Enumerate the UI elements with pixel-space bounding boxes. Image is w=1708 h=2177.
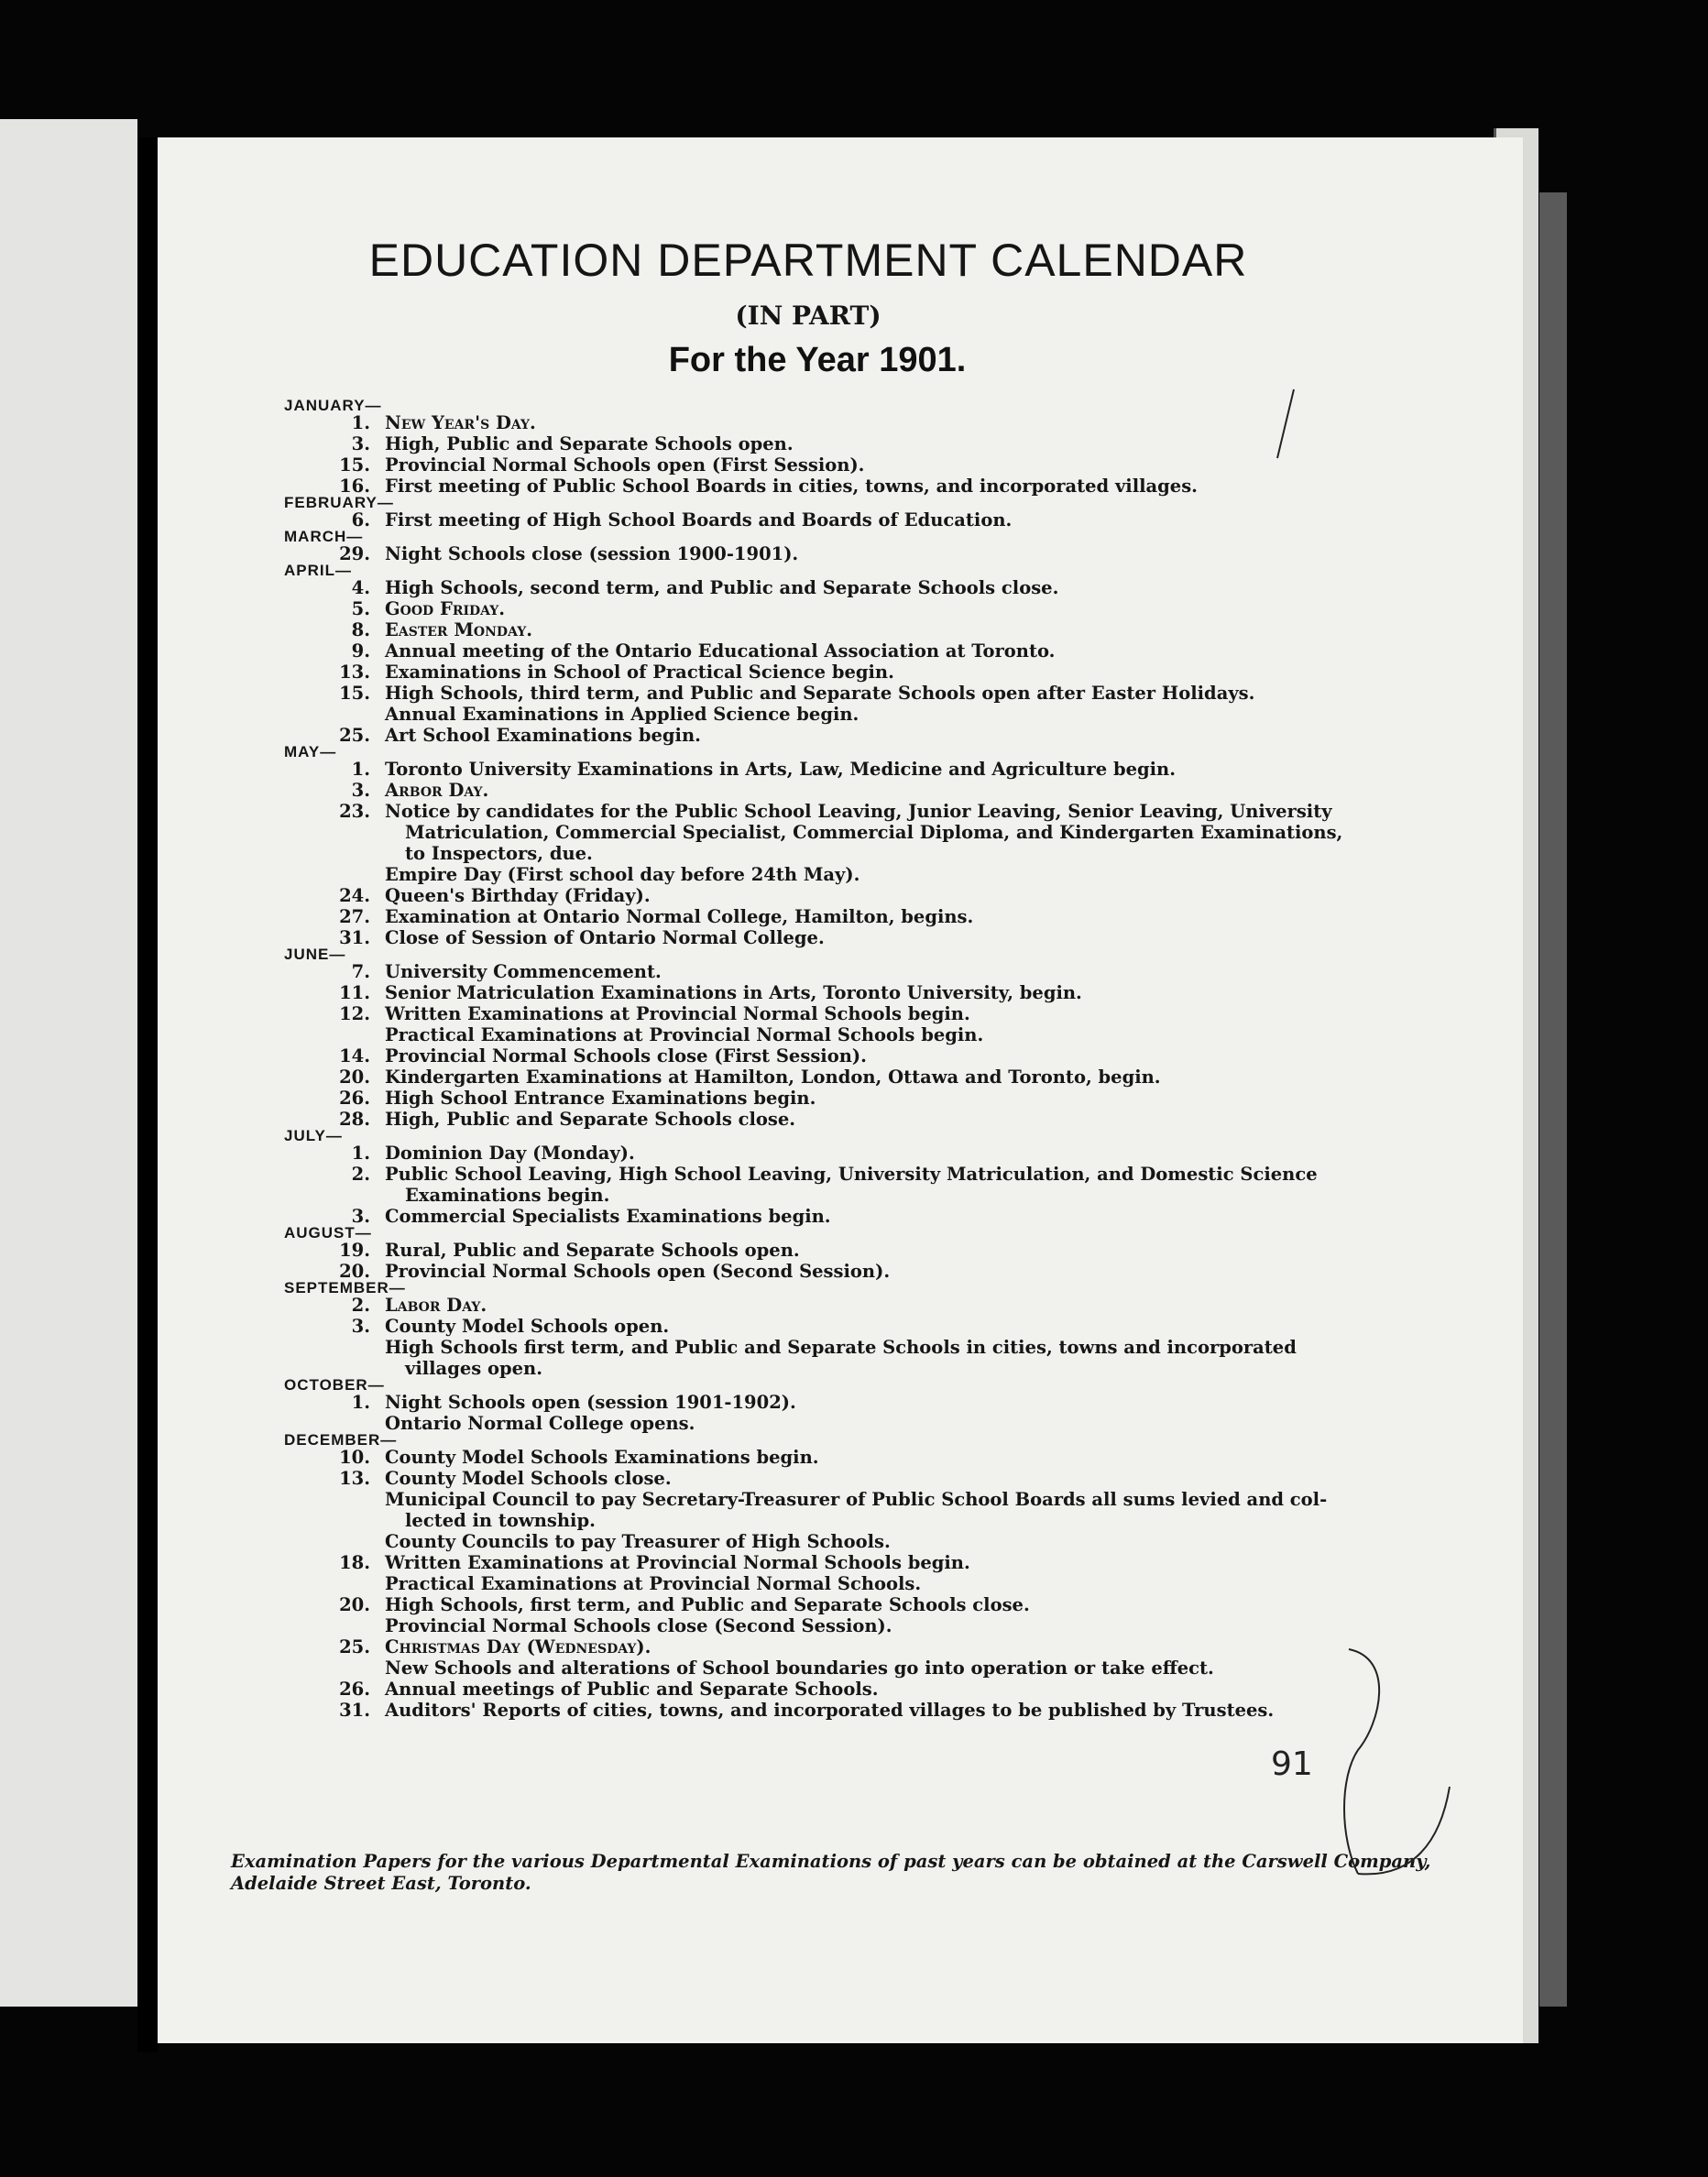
- entry-day: 20.: [339, 1261, 370, 1282]
- month-heading: AUGUST—: [284, 1224, 372, 1242]
- pen-curve: [1344, 1649, 1379, 1874]
- entry-text: County Model Schools close.: [385, 1468, 672, 1489]
- month-heading: MARCH—: [284, 528, 364, 545]
- entry-text: County Model Schools Examinations begin.: [385, 1447, 819, 1468]
- entry-day: 15.: [339, 454, 370, 476]
- entry-day: 12.: [339, 1003, 370, 1024]
- entry-text: Examinations begin.: [405, 1185, 610, 1206]
- entry-text: Municipal Council to pay Secretary-Treasurer of Public School Boards all sums levied and col-: [385, 1489, 1328, 1510]
- entry-text: Easter Monday.: [385, 619, 533, 640]
- entry-day: 6.: [351, 509, 370, 531]
- entry-text: High School Entrance Examinations begin.: [385, 1088, 816, 1109]
- page-title: EDUCATION DEPARTMENT CALENDAR: [368, 235, 1248, 286]
- entry-day: 28.: [339, 1109, 370, 1130]
- entry-day: 24.: [339, 885, 370, 906]
- pen-curve-2: [1358, 1787, 1450, 1874]
- entry-day: 9.: [351, 640, 370, 662]
- entry-text: New Year's Day.: [385, 412, 536, 433]
- footnote: Examination Papers for the various Departmental Examinations of past years can be obtained at the Carswell Company, Adelaide Street East, Toronto.: [231, 1851, 1431, 1894]
- entry-day: 31.: [339, 1700, 370, 1721]
- entry-text: Public School Leaving, High School Leaving, University Matriculation, and Domestic Science: [385, 1164, 1318, 1185]
- entry-text: Commercial Specialists Examinations begin.: [385, 1206, 831, 1227]
- entry-text: Kindergarten Examinations at Hamilton, London, Ottawa and Toronto, begin.: [385, 1067, 1161, 1088]
- entry-text: Close of Session of Ontario Normal College.: [385, 927, 825, 948]
- entry-day: 31.: [339, 927, 370, 948]
- handwritten-page-number: 91: [1271, 1745, 1313, 1783]
- entry-day: 20.: [339, 1067, 370, 1088]
- entry-day: 2.: [351, 1295, 370, 1316]
- entry-day: 1.: [351, 759, 370, 780]
- entry-day: 29.: [339, 543, 370, 564]
- entry-text: Practical Examinations at Provincial Normal Schools begin.: [385, 1024, 984, 1045]
- entry-day: 1.: [351, 412, 370, 433]
- entry-text: High Schools, first term, and Public and Separate Schools close.: [385, 1594, 1030, 1615]
- entry-day: 25.: [339, 1636, 370, 1657]
- entry-day: 26.: [339, 1679, 370, 1700]
- entry-day: 26.: [339, 1088, 370, 1109]
- month-heading: APRIL—: [284, 562, 352, 579]
- entry-day: 4.: [351, 577, 370, 598]
- entry-text: Christmas Day (Wednesday).: [385, 1636, 651, 1657]
- entry-text: Art School Examinations begin.: [385, 725, 701, 746]
- entry-text: County Councils to pay Treasurer of High Schools.: [385, 1531, 891, 1552]
- entry-day: 3.: [351, 433, 370, 454]
- entry-text: New Schools and alterations of School boundaries go into operation or take effect.: [385, 1657, 1214, 1679]
- left-page-edge: [0, 119, 137, 2007]
- book-gutter: [137, 137, 158, 2052]
- entry-text: High, Public and Separate Schools open.: [385, 433, 794, 454]
- entry-day: 20.: [339, 1594, 370, 1615]
- document-page: [158, 137, 1523, 2043]
- entry-day: 1.: [351, 1392, 370, 1413]
- entry-day: 5.: [351, 598, 370, 619]
- entry-day: 15.: [339, 683, 370, 704]
- entry-text: Queen's Birthday (Friday).: [385, 885, 651, 906]
- entry-day: 19.: [339, 1240, 370, 1261]
- month-heading: JULY—: [284, 1127, 343, 1144]
- entry-text: Auditors' Reports of cities, towns, and incorporated villages to be published by Trustees.: [385, 1700, 1275, 1721]
- entry-day: 27.: [339, 906, 370, 927]
- page-subtitle: (IN PART): [735, 301, 881, 331]
- entry-text: Practical Examinations at Provincial Normal Schools.: [385, 1573, 922, 1594]
- entry-text: Good Friday.: [385, 598, 506, 619]
- entry-day: 7.: [351, 961, 370, 982]
- entry-day: 3.: [351, 1316, 370, 1337]
- entry-text: Provincial Normal Schools open (First Session).: [385, 454, 865, 476]
- entry-text: Examination at Ontario Normal College, Hamilton, begins.: [385, 906, 974, 927]
- entry-day: 14.: [339, 1045, 370, 1067]
- entry-day: 8.: [351, 619, 370, 640]
- entry-text: Notice by candidates for the Public School Leaving, Junior Leaving, Senior Leaving, University: [385, 801, 1332, 822]
- pen-marks: [158, 137, 1523, 2043]
- entry-text: High Schools first term, and Public and Separate Schools in cities, towns and incorporated: [385, 1337, 1297, 1358]
- entry-day: 10.: [339, 1447, 370, 1468]
- entry-text: Arbor Day.: [385, 780, 489, 801]
- month-heading: JUNE—: [284, 946, 346, 963]
- entry-day: 13.: [339, 1468, 370, 1489]
- entry-day: 18.: [339, 1552, 370, 1573]
- entry-text: Ontario Normal College opens.: [385, 1413, 695, 1434]
- entry-text: Night Schools close (session 1900-1901).: [385, 543, 799, 564]
- entry-day: 13.: [339, 662, 370, 683]
- entry-text: First meeting of High School Boards and Boards of Education.: [385, 509, 1013, 531]
- month-heading: OCTOBER—: [284, 1376, 385, 1394]
- entry-day: 2.: [351, 1164, 370, 1185]
- entry-text: Night Schools open (session 1901-1902).: [385, 1392, 796, 1413]
- entry-day: 25.: [339, 725, 370, 746]
- entry-text: Matriculation, Commercial Specialist, Commercial Diploma, and Kindergarten Examinations,: [405, 822, 1343, 843]
- entry-text: Annual Examinations in Applied Science begin.: [385, 704, 859, 725]
- month-heading: DECEMBER—: [284, 1431, 398, 1449]
- entry-day: 11.: [339, 982, 370, 1003]
- entry-text: lected in township.: [405, 1510, 596, 1531]
- entry-text: First meeting of Public School Boards in cities, towns, and incorporated villages.: [385, 476, 1198, 497]
- entry-text: villages open.: [405, 1358, 543, 1379]
- entry-text: Toronto University Examinations in Arts, Law, Medicine and Agriculture begin.: [385, 759, 1176, 780]
- entry-text: Senior Matriculation Examinations in Arts, Toronto University, begin.: [385, 982, 1082, 1003]
- month-heading: MAY—: [284, 743, 337, 760]
- entry-text: Rural, Public and Separate Schools open.: [385, 1240, 800, 1261]
- month-heading: FEBRUARY—: [284, 494, 394, 511]
- entry-day: 3.: [351, 780, 370, 801]
- entry-text: Annual meeting of the Ontario Educational Association at Toronto.: [385, 640, 1056, 662]
- entry-day: 23.: [339, 801, 370, 822]
- entry-text: County Model Schools open.: [385, 1316, 670, 1337]
- month-heading: JANUARY—: [284, 397, 382, 414]
- entry-text: University Commencement.: [385, 961, 662, 982]
- entry-text: Provincial Normal Schools open (Second Session).: [385, 1261, 891, 1282]
- year-heading: For the Year 1901.: [668, 341, 967, 379]
- entry-text: Provincial Normal Schools close (Second Session).: [385, 1615, 892, 1636]
- pen-stroke: [1277, 389, 1294, 458]
- binding-shadow: [1539, 192, 1567, 2007]
- entry-text: Provincial Normal Schools close (First Session).: [385, 1045, 867, 1067]
- entry-text: Dominion Day (Monday).: [385, 1143, 635, 1164]
- entry-text: High Schools, third term, and Public and Separate Schools open after Easter Holidays.: [385, 683, 1255, 704]
- entry-day: 3.: [351, 1206, 370, 1227]
- entry-text: to Inspectors, due.: [405, 843, 593, 864]
- entry-text: Examinations in School of Practical Science begin.: [385, 662, 894, 683]
- entry-day: 1.: [351, 1143, 370, 1164]
- entry-text: Annual meetings of Public and Separate Schools.: [385, 1679, 879, 1700]
- entry-day: 16.: [339, 476, 370, 497]
- entry-text: High, Public and Separate Schools close.: [385, 1109, 796, 1130]
- entry-text: Written Examinations at Provincial Normal Schools begin.: [385, 1552, 970, 1573]
- month-heading: SEPTEMBER—: [284, 1279, 406, 1296]
- entry-text: Labor Day.: [385, 1295, 487, 1316]
- entry-text: Written Examinations at Provincial Normal Schools begin.: [385, 1003, 970, 1024]
- entry-text: High Schools, second term, and Public and Separate Schools close.: [385, 577, 1059, 598]
- entry-text: Empire Day (First school day before 24th May).: [385, 864, 860, 885]
